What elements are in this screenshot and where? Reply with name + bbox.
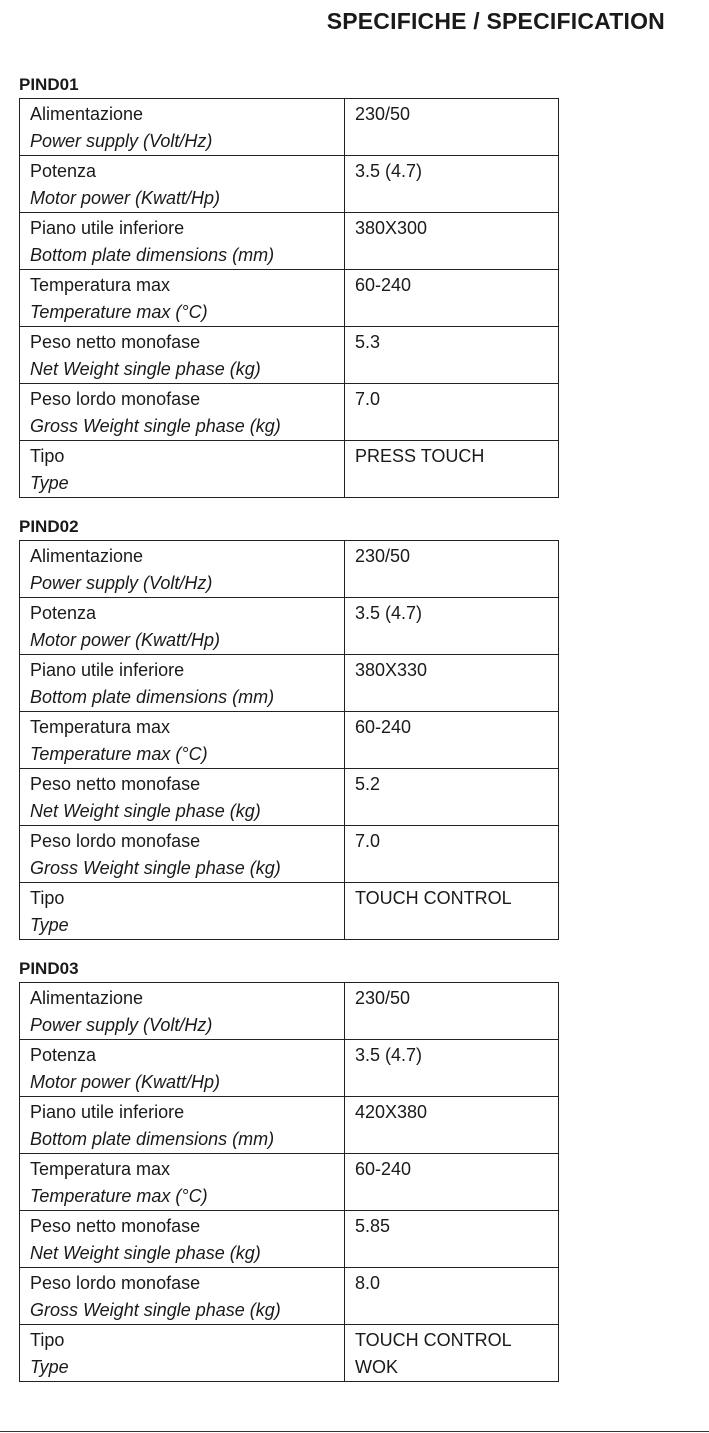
label-en: Gross Weight single phase (kg) xyxy=(30,416,281,436)
spec-value: 3.5 (4.7) xyxy=(355,603,423,623)
spec-value: 5.2 xyxy=(355,774,381,794)
label-en: Net Weight single phase (kg) xyxy=(30,1243,261,1263)
spec-label-cell xyxy=(20,826,345,883)
spec-value-cell xyxy=(345,441,559,498)
spec-section-pind02 xyxy=(19,516,558,940)
label-en: Power supply (Volt/Hz) xyxy=(30,1015,213,1035)
model-name: PIND01 xyxy=(19,75,79,94)
spec-value-cell xyxy=(345,156,559,213)
spec-value-cell xyxy=(345,1040,559,1097)
spec-value: TOUCH CONTROL xyxy=(355,888,512,908)
label-it: Temperatura max xyxy=(30,1159,171,1179)
table-row xyxy=(20,1040,559,1097)
label-en: Net Weight single phase (kg) xyxy=(30,801,261,821)
model-name: PIND03 xyxy=(19,959,79,978)
label-en: Gross Weight single phase (kg) xyxy=(30,1300,281,1320)
spec-value: 3.5 (4.7) xyxy=(355,1045,423,1065)
table-row xyxy=(20,655,559,712)
label-en: Type xyxy=(30,473,69,493)
label-it: Temperatura max xyxy=(30,275,171,295)
label-en: Bottom plate dimensions (mm) xyxy=(30,1129,275,1149)
table-row xyxy=(20,1268,559,1325)
spec-label-cell xyxy=(20,712,345,769)
spec-label-cell xyxy=(20,1154,345,1211)
spec-value-cell xyxy=(345,826,559,883)
spec-value-cell xyxy=(345,384,559,441)
label-it: Peso lordo monofase xyxy=(30,831,201,851)
label-en: Bottom plate dimensions (mm) xyxy=(30,687,275,707)
spec-value: 5.3 xyxy=(355,332,381,352)
spec-value: 380X330 xyxy=(355,660,428,680)
table-row xyxy=(20,983,559,1040)
table-row xyxy=(20,156,559,213)
spec-value-cell xyxy=(345,655,559,712)
label-en: Power supply (Volt/Hz) xyxy=(30,131,213,151)
spec-value-cell xyxy=(345,1154,559,1211)
spec-value-cell xyxy=(345,1325,559,1382)
table-row xyxy=(20,1325,559,1382)
spec-value: 230/50 xyxy=(355,988,411,1008)
spec-table xyxy=(19,540,559,940)
label-it: Peso netto monofase xyxy=(30,774,201,794)
label-en: Type xyxy=(30,915,69,935)
spec-table xyxy=(19,982,559,1382)
label-en: Type xyxy=(30,1357,69,1377)
table-row xyxy=(20,1211,559,1268)
footer-divider xyxy=(0,1431,709,1432)
spec-value-cell xyxy=(345,769,559,826)
label-it: Alimentazione xyxy=(30,104,144,124)
label-en: Net Weight single phase (kg) xyxy=(30,359,261,379)
spec-value: TOUCH CONTROL xyxy=(355,1330,512,1350)
label-it: Peso netto monofase xyxy=(30,1216,201,1236)
label-en: Motor power (Kwatt/Hp) xyxy=(30,1072,221,1092)
model-name: PIND02 xyxy=(19,517,79,536)
label-it: Tipo xyxy=(30,1330,65,1350)
spec-label-cell xyxy=(20,1097,345,1154)
label-it: Piano utile inferiore xyxy=(30,218,185,238)
spec-value-cell xyxy=(345,883,559,940)
table-row xyxy=(20,99,559,156)
table-row xyxy=(20,826,559,883)
spec-label-cell xyxy=(20,156,345,213)
spec-value: 380X300 xyxy=(355,218,428,238)
table-row xyxy=(20,1097,559,1154)
table-row xyxy=(20,883,559,940)
spec-value: 7.0 xyxy=(355,389,381,409)
spec-value-cell xyxy=(345,1268,559,1325)
spec-label-cell xyxy=(20,883,345,940)
spec-label-cell xyxy=(20,1211,345,1268)
label-en: Gross Weight single phase (kg) xyxy=(30,858,281,878)
label-en: Bottom plate dimensions (mm) xyxy=(30,245,275,265)
spec-label-cell xyxy=(20,441,345,498)
table-row xyxy=(20,441,559,498)
spec-label-cell xyxy=(20,384,345,441)
spec-value-cell xyxy=(345,983,559,1040)
label-en: Temperature max (°C) xyxy=(30,302,208,322)
spec-table xyxy=(19,98,559,498)
label-it: Peso netto monofase xyxy=(30,332,201,352)
label-it: Potenza xyxy=(30,1045,97,1065)
spec-value-cell xyxy=(345,541,559,598)
spec-value: 420X380 xyxy=(355,1102,428,1122)
spec-value: 60-240 xyxy=(355,275,412,295)
spec-section-pind03 xyxy=(19,958,558,1382)
table-row xyxy=(20,769,559,826)
spec-label-cell xyxy=(20,1040,345,1097)
spec-section-pind01 xyxy=(19,74,558,498)
table-row xyxy=(20,598,559,655)
table-row xyxy=(20,384,559,441)
table-row xyxy=(20,213,559,270)
label-it: Potenza xyxy=(30,603,97,623)
label-it: Alimentazione xyxy=(30,988,144,1008)
spec-value: 5.85 xyxy=(355,1216,391,1236)
spec-label-cell xyxy=(20,327,345,384)
label-it: Tipo xyxy=(30,446,65,466)
spec-label-cell xyxy=(20,598,345,655)
label-it: Piano utile inferiore xyxy=(30,660,185,680)
spec-value: 7.0 xyxy=(355,831,381,851)
label-it: Peso lordo monofase xyxy=(30,389,201,409)
page-title: SPECIFICHE / SPECIFICATION xyxy=(326,8,665,34)
table-row xyxy=(20,270,559,327)
label-it: Alimentazione xyxy=(30,546,144,566)
spec-value-cell xyxy=(345,270,559,327)
spec-label-cell xyxy=(20,983,345,1040)
spec-value-cell xyxy=(345,327,559,384)
label-it: Piano utile inferiore xyxy=(30,1102,185,1122)
spec-value-line2: WOK xyxy=(355,1357,398,1377)
spec-value-cell xyxy=(345,99,559,156)
table-row xyxy=(20,1154,559,1211)
spec-label-cell xyxy=(20,270,345,327)
label-en: Temperature max (°C) xyxy=(30,744,208,764)
spec-value: 60-240 xyxy=(355,1159,412,1179)
spec-value: 230/50 xyxy=(355,104,411,124)
spec-value: 60-240 xyxy=(355,717,412,737)
label-en: Motor power (Kwatt/Hp) xyxy=(30,630,221,650)
spec-value-cell xyxy=(345,213,559,270)
spec-value: 230/50 xyxy=(355,546,411,566)
label-it: Tipo xyxy=(30,888,65,908)
spec-value-cell xyxy=(345,598,559,655)
spec-label-cell xyxy=(20,99,345,156)
table-row xyxy=(20,541,559,598)
spec-label-cell xyxy=(20,1268,345,1325)
spec-value-cell xyxy=(345,1211,559,1268)
label-en: Temperature max (°C) xyxy=(30,1186,208,1206)
label-it: Temperatura max xyxy=(30,717,171,737)
table-row xyxy=(20,712,559,769)
label-en: Power supply (Volt/Hz) xyxy=(30,573,213,593)
spec-value: 3.5 (4.7) xyxy=(355,161,423,181)
spec-value: PRESS TOUCH xyxy=(355,446,485,466)
label-it: Peso lordo monofase xyxy=(30,1273,201,1293)
spec-label-cell xyxy=(20,541,345,598)
spec-label-cell xyxy=(20,213,345,270)
spec-label-cell xyxy=(20,1325,345,1382)
spec-value: 8.0 xyxy=(355,1273,381,1293)
table-row xyxy=(20,327,559,384)
label-en: Motor power (Kwatt/Hp) xyxy=(30,188,221,208)
label-it: Potenza xyxy=(30,161,97,181)
spec-value-cell xyxy=(345,712,559,769)
spec-label-cell xyxy=(20,769,345,826)
spec-label-cell xyxy=(20,655,345,712)
spec-value-cell xyxy=(345,1097,559,1154)
